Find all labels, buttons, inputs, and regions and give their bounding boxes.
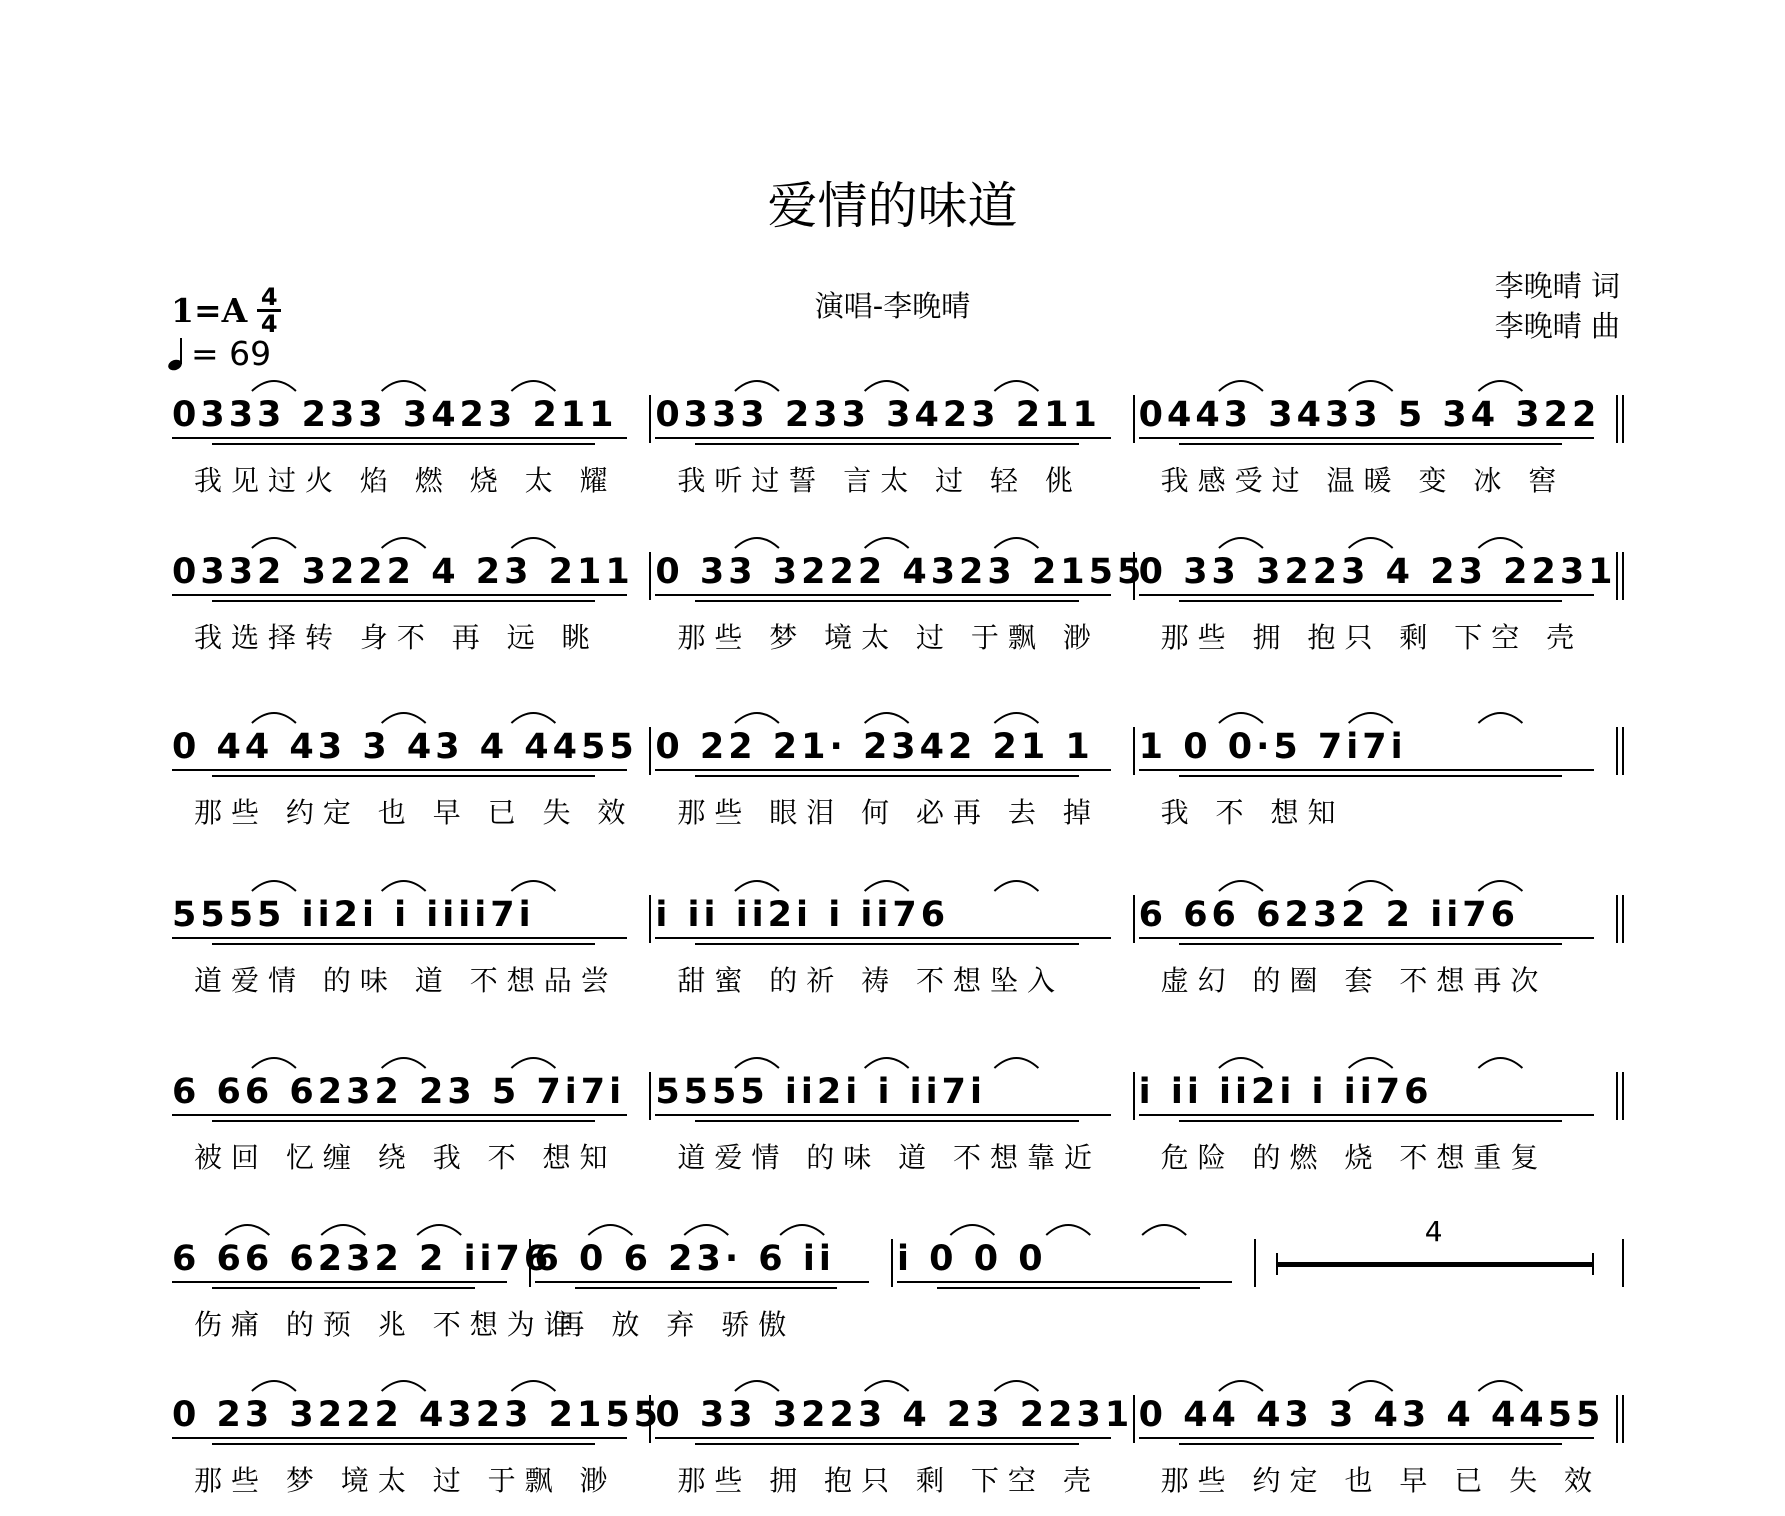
notation-line: 0 33 3223 4 23 2231: [1138, 552, 1617, 592]
barline: [1616, 727, 1618, 775]
lyrics-line: 被回 忆缠 绕 我 不 想知: [194, 1141, 617, 1174]
beam-line: [212, 1287, 475, 1289]
notation-line: 0 23 3222 4323 2155: [172, 1395, 663, 1435]
barline: [1616, 395, 1618, 443]
measure: [655, 498, 1146, 654]
singer-credit: 演唱-李晚晴: [814, 289, 971, 323]
barline: [1254, 1239, 1256, 1287]
notation-line: 0333 233 3423 211: [172, 395, 618, 435]
measure: [1138, 841, 1602, 997]
notation-line: 6 66 6232 2 ii76: [172, 1239, 553, 1279]
beam-line: [695, 1443, 1078, 1445]
song-title: 爱情的味道: [767, 177, 1018, 235]
beam-line: [172, 1437, 627, 1439]
barline: [1133, 727, 1135, 775]
beam-line: [937, 1287, 1200, 1289]
barline: [649, 727, 651, 775]
notation-line: i 0 0 0: [897, 1239, 1047, 1279]
barline: [1616, 1395, 1618, 1443]
beam-line: [695, 600, 1078, 602]
beam-line: [1139, 594, 1594, 596]
slur-marks: [172, 1018, 635, 1078]
beam-line: [1179, 1120, 1562, 1122]
barline: [649, 552, 651, 600]
slur-marks: [897, 1185, 1240, 1245]
measure: [655, 673, 1118, 829]
measure: [172, 673, 638, 829]
beam-line: [172, 937, 627, 939]
beam-line: [655, 1114, 1110, 1116]
slur-marks: [172, 673, 635, 733]
notation-line: 5555 ii2i i ii7i: [655, 1072, 986, 1112]
notation-line: 0 44 43 3 43 4 4455: [172, 727, 638, 767]
measure: [172, 1185, 581, 1341]
beam-line: [212, 443, 595, 445]
notation-line: 0443 3433 5 34 322: [1138, 395, 1601, 435]
slur-marks: [1139, 673, 1602, 733]
final-barline: [1622, 1072, 1624, 1120]
measure: [534, 1185, 878, 1341]
beam-line: [212, 600, 595, 602]
beam-line: [655, 1437, 1110, 1439]
slur-marks: [172, 841, 635, 901]
beam-line: [172, 437, 627, 439]
beam-line: [1179, 775, 1562, 777]
final-barline: [1622, 552, 1624, 600]
lyrics-line: 我感受过 温暖 变 冰 窖: [1160, 464, 1566, 497]
rest-end-tick: [1276, 1253, 1278, 1275]
beam-line: [695, 775, 1078, 777]
barline: [1616, 1072, 1618, 1120]
lyrics-line: 伤痛 的预 兆 不想为谁: [194, 1308, 581, 1341]
measure: [1138, 673, 1602, 829]
lyrics-line: 我选择转 身不 再 远 眺: [194, 621, 599, 654]
lyrics-line: 那些 拥 抱只 剩 下空 壳: [1160, 621, 1584, 654]
beam-line: [212, 1443, 595, 1445]
lyrics-line: 那些 梦 境太 过 于飘 渺: [194, 1464, 617, 1497]
measure: [655, 1341, 1134, 1497]
barline: [649, 1395, 651, 1443]
lyrics-line: 甜蜜 的祈 祷 不想坠入: [677, 964, 1065, 997]
measure: [172, 1018, 635, 1174]
barline: [1133, 1072, 1135, 1120]
notation-line: 0332 3222 4 23 211: [172, 552, 634, 592]
notation-line: 6 0 6 23· 6 ii: [534, 1239, 835, 1279]
lyrics-line: 我听过誓 言太 过 轻 佻: [677, 464, 1082, 497]
slur-marks: [172, 341, 635, 401]
score-system: [0, 1341, 1785, 1497]
beam-line: [1179, 443, 1562, 445]
barline: [1133, 395, 1135, 443]
final-barline: [1622, 727, 1624, 775]
notation-line: i ii ii2i i ii76: [655, 895, 950, 935]
measure: [655, 341, 1118, 497]
score-system: [0, 1018, 1785, 1174]
notation-line: 0 22 21· 2342 21 1: [655, 727, 1094, 767]
beam-line: [172, 594, 627, 596]
beam-line: [695, 943, 1078, 945]
slur-marks: [1139, 841, 1602, 901]
notation-line: 5555 ii2i i iiii7i: [172, 895, 535, 935]
lyrics-line: 我见过火 焰 燃 烧 太 耀: [194, 464, 617, 497]
slur-marks: [172, 1341, 635, 1401]
time-signature: [257, 283, 281, 338]
lyrics-line: 道爱情 的味 道 不想品尝: [194, 964, 618, 997]
beam-line: [1139, 437, 1594, 439]
measure: [655, 841, 1118, 997]
barline: [1133, 552, 1135, 600]
lyrics-line: 道爱情 的味 道 不想靠近: [677, 1141, 1102, 1174]
time-signature-top: 4: [260, 283, 278, 311]
composer-credit: 李晚晴 曲: [1494, 309, 1620, 343]
measure: [1138, 498, 1617, 654]
score-system: [0, 498, 1785, 654]
final-barline: [1622, 1239, 1624, 1287]
barline: [1616, 895, 1618, 943]
final-barline: [1622, 1395, 1624, 1443]
notation-line: i ii ii2i i ii76: [1138, 1072, 1433, 1112]
beam-line: [212, 1120, 595, 1122]
score-system: [0, 673, 1785, 829]
measure: [655, 1018, 1118, 1174]
measure: [1138, 341, 1602, 497]
slur-marks: [655, 498, 1118, 558]
beam-line: [1139, 1114, 1594, 1116]
beam-line: [172, 1281, 507, 1283]
rest-count: 4: [1424, 1215, 1443, 1248]
rest-end-tick: [1592, 1253, 1594, 1275]
measure: [172, 841, 635, 997]
lyrics-line: 虚幻 的圈 套 不想再次: [1160, 964, 1548, 997]
slur-marks: [655, 1341, 1118, 1401]
beam-line: [535, 1281, 870, 1283]
score-system: [0, 341, 1785, 497]
lyricist-credit: 李晚晴 词: [1494, 269, 1620, 303]
barline: [649, 895, 651, 943]
lyrics-line: 那些 梦 境太 过 于飘 渺: [677, 621, 1100, 654]
notation-line: 0 33 3223 4 23 2231: [655, 1395, 1134, 1435]
notation-line: 0333 233 3423 211: [655, 395, 1101, 435]
beam-line: [1139, 937, 1594, 939]
score-system: [0, 1185, 1785, 1341]
slur-marks: [1139, 341, 1602, 401]
multi-measure-rest: [1276, 1262, 1593, 1267]
slur-marks: [655, 341, 1118, 401]
slur-marks: [172, 498, 635, 558]
tempo-value: = 69: [191, 334, 272, 373]
beam-line: [695, 443, 1078, 445]
beam-line: [1179, 1443, 1562, 1445]
notation-line: 6 66 6232 2 ii76: [1138, 895, 1519, 935]
notation-line: 1 0 0·5 7i7i: [1138, 727, 1407, 767]
credits: [1495, 266, 1620, 346]
slur-marks: [172, 1185, 515, 1245]
final-barline: [1622, 395, 1624, 443]
slur-marks: [655, 673, 1118, 733]
beam-line: [695, 1120, 1078, 1122]
beam-line: [1139, 769, 1594, 771]
measure: [172, 341, 635, 497]
lyrics-line: 危险 的燃 烧 不想重复: [1160, 1141, 1548, 1174]
beam-line: [212, 943, 595, 945]
slur-marks: [1139, 1018, 1602, 1078]
lyrics-line: 那些 约定 也 早 已 失 效: [194, 796, 635, 829]
key-signature: [171, 283, 281, 338]
notation-line: 6 66 6232 23 5 7i7i: [172, 1072, 626, 1112]
beam-line: [897, 1281, 1232, 1283]
notation-line: 0 33 3222 4323 2155: [655, 552, 1146, 592]
lyrics-line: 再 放 弃 骄傲: [556, 1308, 796, 1341]
lyrics-line: 那些 拥 抱只 剩 下空 壳: [677, 1464, 1100, 1497]
beam-line: [1179, 943, 1562, 945]
key-label: 1=A: [171, 291, 248, 330]
score-system: [0, 841, 1785, 997]
beam-line: [655, 937, 1110, 939]
time-signature-bottom: 4: [260, 310, 278, 338]
beam-line: [655, 437, 1110, 439]
slur-marks: [535, 1185, 878, 1245]
slur-marks: [1139, 498, 1602, 558]
slur-marks: [655, 1018, 1118, 1078]
measure: [172, 498, 635, 654]
beam-line: [1179, 600, 1562, 602]
slur-marks: [1139, 1341, 1602, 1401]
beam-line: [1139, 1437, 1594, 1439]
beam-line: [655, 769, 1110, 771]
lyrics-line: 那些 眼泪 何 必再 去 掉: [677, 796, 1100, 829]
slur-marks: [655, 841, 1118, 901]
barline: [649, 395, 651, 443]
measure: [1138, 1018, 1602, 1174]
measure: [1138, 1341, 1605, 1497]
beam-line: [172, 769, 627, 771]
barline: [1133, 895, 1135, 943]
barline: [649, 1072, 651, 1120]
barline: [891, 1239, 893, 1287]
beam-line: [172, 1114, 627, 1116]
measure: [172, 1341, 663, 1497]
notation-line: 0 44 43 3 43 4 4455: [1138, 1395, 1605, 1435]
barline: [1616, 552, 1618, 600]
barline: [529, 1239, 531, 1287]
measure: [897, 1185, 1240, 1280]
lyrics-line: 我 不 想知: [1160, 796, 1345, 829]
lyrics-line: 那些 约定 也 早 已 失 效: [1160, 1464, 1602, 1497]
final-barline: [1622, 895, 1624, 943]
beam-line: [655, 594, 1110, 596]
barline: [1133, 1395, 1135, 1443]
beam-line: [212, 775, 595, 777]
beam-line: [575, 1287, 838, 1289]
